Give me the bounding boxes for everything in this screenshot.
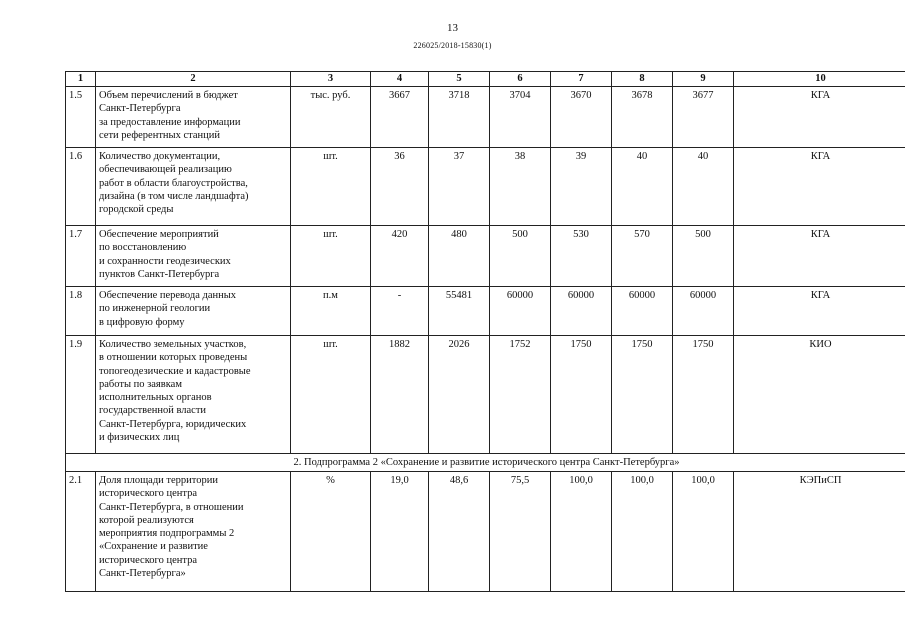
value-cell: 3670 [551,87,612,148]
table-row [66,287,905,336]
value-cell: 3678 [612,87,673,148]
column-header: 1 [66,72,96,87]
unit-cell: % [291,472,371,592]
value-cell: 100,0 [612,472,673,592]
subprogram-title: 2. Подпрограмма 2 «Сохранение и развитие исторического центра Санкт-Петербурга» [66,454,905,472]
responsible-org: КИО [734,336,905,454]
column-header: 9 [673,72,734,87]
table-row [66,226,905,287]
value-cell: 40 [673,148,734,226]
table-row [66,336,905,454]
responsible-org: КГА [734,148,905,226]
value-cell: 36 [371,148,429,226]
value-cell: 39 [551,148,612,226]
value-cell: 37 [429,148,490,226]
value-cell: 1750 [673,336,734,454]
value-cell: 60000 [612,287,673,336]
unit-cell: тыс. руб. [291,87,371,148]
value-cell: 3677 [673,87,734,148]
table-row [66,87,905,148]
value-cell: 570 [612,226,673,287]
responsible-org: КЭПиСП [734,472,905,592]
value-cell: 1752 [490,336,551,454]
value-cell: 40 [612,148,673,226]
column-header: 10 [734,72,905,87]
value-cell: 48,6 [429,472,490,592]
page-number: 13 [447,22,458,34]
value-cell: 3704 [490,87,551,148]
value-cell: 420 [371,226,429,287]
value-cell: 3667 [371,87,429,148]
value-cell: 75,5 [490,472,551,592]
row-number: 1.9 [66,336,96,454]
indicators-table [65,71,905,592]
value-cell: 38 [490,148,551,226]
responsible-org: КГА [734,287,905,336]
section-row [66,454,905,472]
indicator-name: Количество документации, обеспечивающей реализацию работ в области благоустройства, дизайна (в том числе ландшафта) городской среды [96,148,291,226]
value-cell: 1750 [612,336,673,454]
column-header: 2 [96,72,291,87]
row-number: 2.1 [66,472,96,592]
value-cell: 1882 [371,336,429,454]
unit-cell: шт. [291,226,371,287]
value-cell: 2026 [429,336,490,454]
column-header: 4 [371,72,429,87]
value-cell: - [371,287,429,336]
table-row [66,148,905,226]
document-code: 226025/2018-15830(1) [413,41,492,50]
column-header: 6 [490,72,551,87]
table-header-row [66,72,905,87]
row-number: 1.6 [66,148,96,226]
indicator-name: Обеспечение перевода данных по инженерной геологии в цифровую форму [96,287,291,336]
value-cell: 55481 [429,287,490,336]
value-cell: 60000 [673,287,734,336]
unit-cell: шт. [291,336,371,454]
indicator-name: Доля площади территории исторического центра Санкт-Петербурга, в отношении которой реализуются мероприятия подпрограммы 2 «Сохранение и развитие исторического центра Санкт-Петербурга» [96,472,291,592]
value-cell: 3718 [429,87,490,148]
value-cell: 100,0 [551,472,612,592]
column-header: 5 [429,72,490,87]
value-cell: 530 [551,226,612,287]
row-number: 1.5 [66,87,96,148]
value-cell: 60000 [551,287,612,336]
indicator-name: Обеспечение мероприятий по восстановлению и сохранности геодезических пунктов Санкт-Петербурга [96,226,291,287]
value-cell: 500 [490,226,551,287]
value-cell: 100,0 [673,472,734,592]
value-cell: 19,0 [371,472,429,592]
column-header: 8 [612,72,673,87]
value-cell: 60000 [490,287,551,336]
responsible-org: КГА [734,87,905,148]
column-header: 7 [551,72,612,87]
indicator-name: Количество земельных участков, в отношении которых проведены топогеодезические и кадастровые работы по заявкам исполнительных органов государственной власти Санкт-Петербурга, юридических и физических лиц [96,336,291,454]
unit-cell: п.м [291,287,371,336]
responsible-org: КГА [734,226,905,287]
value-cell: 480 [429,226,490,287]
unit-cell: шт. [291,148,371,226]
table-row [66,472,905,592]
value-cell: 500 [673,226,734,287]
row-number: 1.8 [66,287,96,336]
value-cell: 1750 [551,336,612,454]
indicator-name: Объем перечислений в бюджет Санкт-Петербурга за предоставление информации сети референтных станций [96,87,291,148]
column-header: 3 [291,72,371,87]
row-number: 1.7 [66,226,96,287]
